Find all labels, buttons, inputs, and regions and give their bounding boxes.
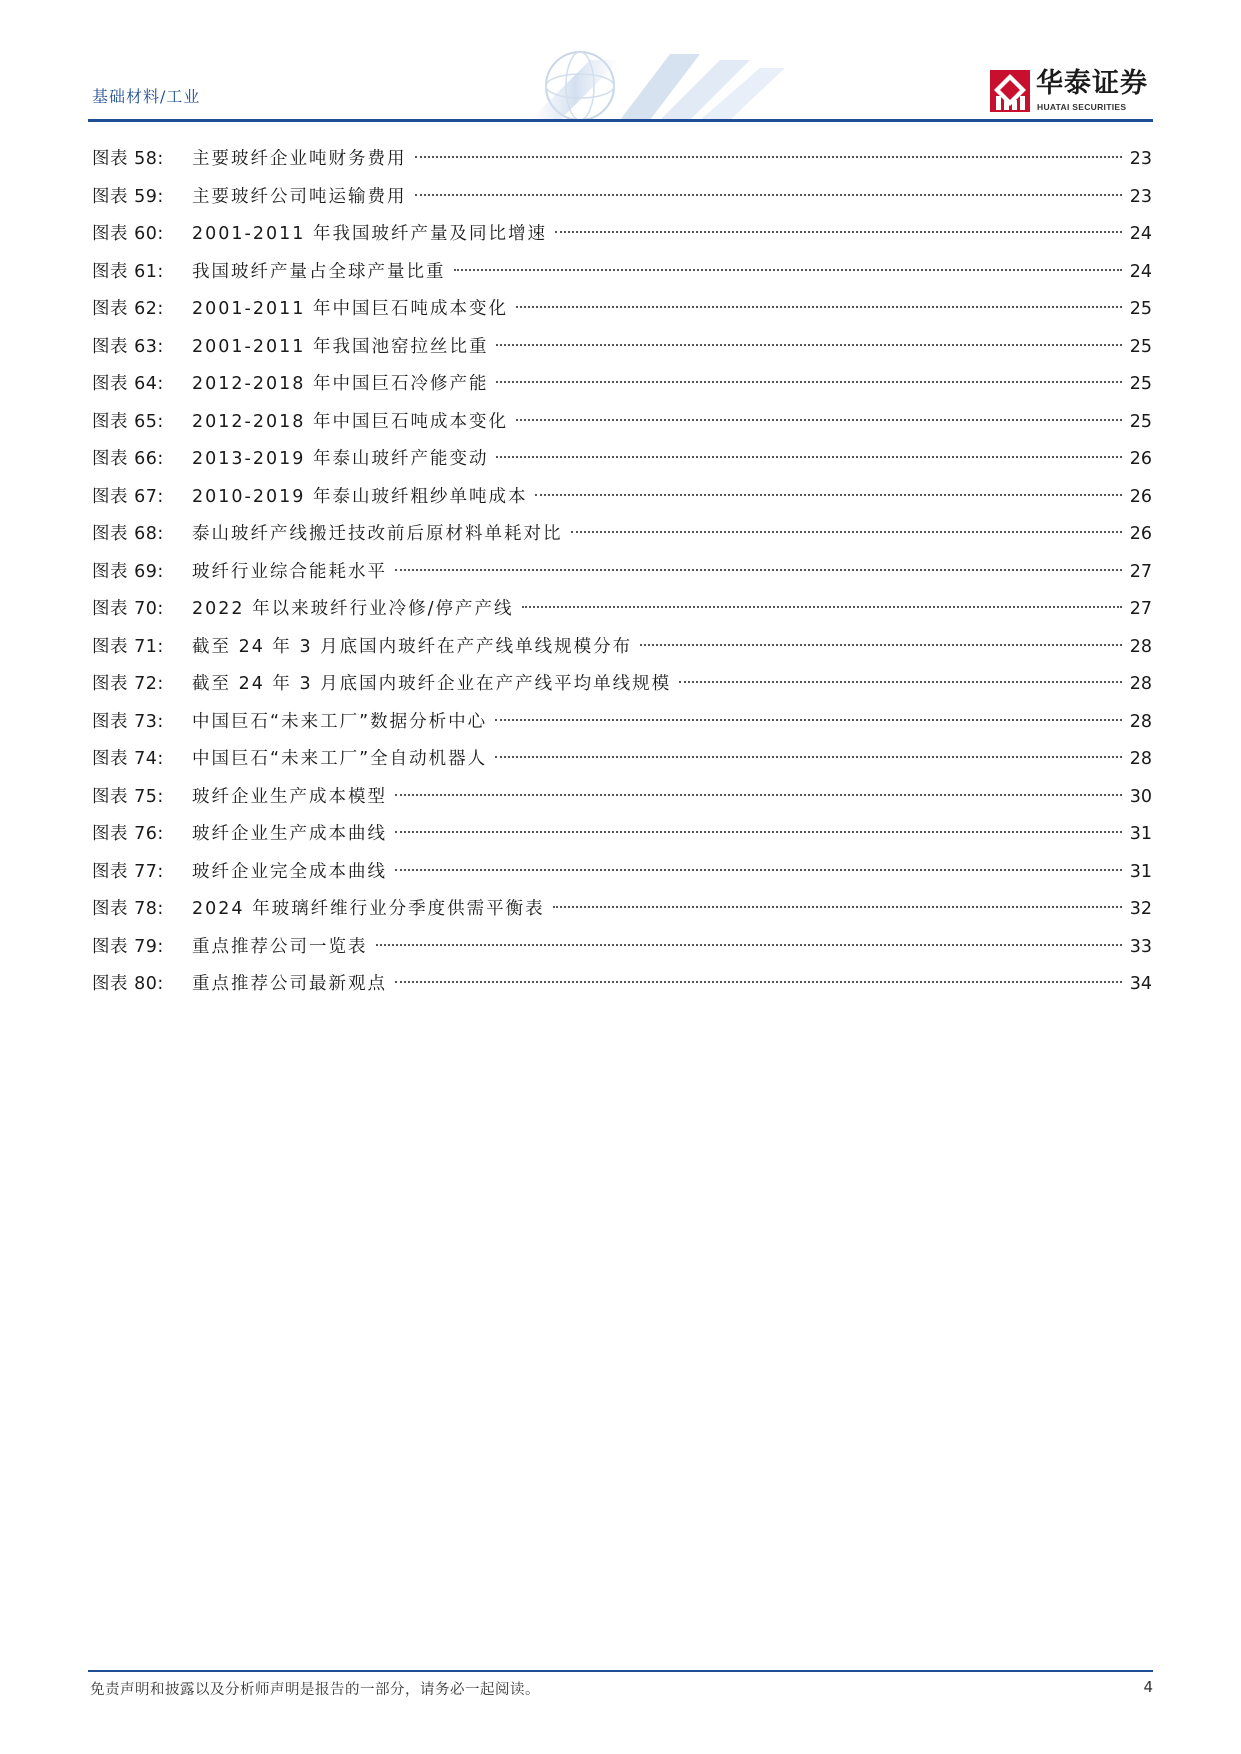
toc-entry-page[interactable]: 25 — [1129, 336, 1152, 357]
toc-entry-label: 图表 59: — [92, 186, 164, 207]
toc-entry[interactable] — [92, 966, 1152, 1004]
toc-entry-title[interactable]: 玻纤企业生产成本曲线 — [192, 816, 391, 854]
toc-dot-leader — [496, 344, 1122, 346]
toc-entry-page[interactable]: 31 — [1129, 824, 1152, 844]
toc-dot-leader — [555, 231, 1122, 233]
toc-entry-label: 图表 64: — [92, 374, 164, 394]
toc-entry-title[interactable]: 重点推荐公司一览表 — [192, 929, 372, 967]
toc-entry[interactable] — [92, 854, 1152, 892]
toc-dot-leader — [535, 494, 1122, 496]
toc-dot-leader — [679, 681, 1122, 683]
toc-entry-title[interactable]: 玻纤行业综合能耗水平 — [192, 554, 391, 592]
toc-entry-label: 图表 77: — [92, 861, 164, 882]
toc-entry-title[interactable]: 2010-2019 年泰山玻纤粗纱单吨成本 — [192, 479, 531, 517]
toc-entry-title[interactable]: 2013-2019 年泰山玻纤产能变动 — [192, 441, 492, 479]
toc-dot-leader — [454, 269, 1123, 271]
toc-entry-page[interactable]: 26 — [1129, 486, 1152, 507]
toc-entry-page[interactable]: 33 — [1129, 936, 1152, 957]
huatai-logo-icon — [990, 70, 1030, 112]
footer-divider — [88, 1670, 1153, 1672]
toc-entry-label: 图表 61: — [92, 261, 164, 282]
toc-entry-page[interactable]: 34 — [1129, 974, 1152, 994]
toc-entry[interactable] — [92, 816, 1152, 854]
toc-entry-title[interactable]: 玻纤企业完全成本曲线 — [192, 854, 391, 892]
toc-entry-title[interactable]: 2012-2018 年中国巨石吨成本变化 — [192, 404, 512, 442]
toc-entry-title[interactable]: 2024 年玻璃纤维行业分季度供需平衡表 — [192, 891, 549, 929]
toc-entry-label: 图表 60: — [92, 224, 164, 244]
toc-entry[interactable] — [92, 404, 1152, 442]
toc-entry[interactable] — [92, 479, 1152, 517]
toc-dot-leader — [495, 719, 1122, 721]
toc-entry-page[interactable]: 23 — [1129, 149, 1152, 169]
header-divider — [88, 119, 1153, 122]
toc-dot-leader — [553, 906, 1122, 908]
toc-dot-leader — [571, 531, 1123, 533]
toc-entry-label: 图表 72: — [92, 674, 164, 694]
toc-entry[interactable] — [92, 441, 1152, 479]
toc-entry[interactable] — [92, 929, 1152, 967]
toc-dot-leader — [376, 944, 1123, 946]
toc-entry[interactable] — [92, 366, 1152, 404]
toc-entry-page[interactable]: 25 — [1129, 299, 1152, 319]
toc-dot-leader — [395, 831, 1122, 833]
toc-dot-leader — [522, 606, 1123, 608]
toc-entry-page[interactable]: 32 — [1129, 899, 1152, 919]
brand-name-en: HUATAI SECURITIES — [1037, 102, 1127, 112]
toc-entry-label: 图表 67: — [92, 486, 164, 507]
toc-dot-leader — [516, 306, 1122, 308]
toc-entry-page[interactable]: 23 — [1129, 186, 1152, 207]
toc-entry[interactable] — [92, 254, 1152, 292]
figure-index-list — [92, 141, 1152, 1004]
toc-entry-label: 图表 80: — [92, 974, 164, 994]
toc-entry-label: 图表 70: — [92, 599, 164, 619]
toc-entry-page[interactable]: 28 — [1129, 674, 1152, 694]
toc-entry-title[interactable]: 重点推荐公司最新观点 — [192, 966, 391, 1004]
toc-entry-title[interactable]: 截至 24 年 3 月底国内玻纤企业在产产线平均单线规模 — [192, 666, 675, 704]
toc-entry-title[interactable]: 2012-2018 年中国巨石冷修产能 — [192, 366, 492, 404]
toc-entry-label: 图表 66: — [92, 449, 164, 469]
page-header — [0, 0, 1241, 125]
toc-entry-label: 图表 76: — [92, 824, 164, 844]
toc-entry-page[interactable]: 31 — [1129, 861, 1152, 882]
toc-entry-page[interactable]: 28 — [1129, 711, 1152, 732]
toc-entry-label: 图表 74: — [92, 749, 164, 769]
toc-entry-label: 图表 69: — [92, 561, 164, 582]
toc-entry-title[interactable]: 中国巨石“未来工厂”数据分析中心 — [192, 704, 491, 742]
toc-entry-page[interactable]: 25 — [1129, 374, 1152, 394]
toc-entry-page[interactable]: 27 — [1129, 561, 1152, 582]
toc-dot-leader — [516, 419, 1122, 421]
toc-entry[interactable] — [92, 741, 1152, 779]
toc-entry-label: 图表 63: — [92, 336, 164, 357]
toc-entry-label: 图表 73: — [92, 711, 164, 732]
toc-entry-label: 图表 79: — [92, 936, 164, 957]
toc-entry-page[interactable]: 26 — [1129, 524, 1152, 544]
toc-entry[interactable] — [92, 179, 1152, 217]
toc-entry[interactable] — [92, 291, 1152, 329]
toc-dot-leader — [415, 194, 1123, 196]
toc-entry-label: 图表 75: — [92, 786, 164, 807]
toc-entry-label: 图表 58: — [92, 149, 164, 169]
toc-entry-title[interactable]: 泰山玻纤产线搬迁技改前后原材料单耗对比 — [192, 516, 567, 554]
toc-entry[interactable] — [92, 141, 1152, 179]
toc-entry-title[interactable]: 主要玻纤公司吨运输费用 — [192, 179, 411, 217]
toc-dot-leader — [496, 381, 1122, 383]
toc-dot-leader — [415, 156, 1123, 158]
toc-entry-title[interactable]: 我国玻纤产量占全球产量比重 — [192, 254, 450, 292]
toc-entry-label: 图表 62: — [92, 299, 164, 319]
footer-disclaimer: 免责声明和披露以及分析师声明是报告的一部分，请务必一起阅读。 — [90, 1682, 540, 1698]
toc-entry-title[interactable]: 中国巨石“未来工厂”全自动机器人 — [192, 741, 491, 779]
toc-dot-leader — [395, 569, 1122, 571]
toc-entry-title[interactable]: 主要玻纤企业吨财务费用 — [192, 141, 411, 179]
toc-entry-title[interactable]: 截至 24 年 3 月底国内玻纤在产产线单线规模分布 — [192, 629, 636, 667]
toc-entry-page[interactable]: 30 — [1129, 786, 1152, 807]
toc-entry[interactable] — [92, 704, 1152, 742]
toc-dot-leader — [395, 794, 1122, 796]
header-globe-decoration — [470, 40, 810, 122]
toc-entry-title[interactable]: 2001-2011 年中国巨石吨成本变化 — [192, 291, 512, 329]
toc-entry[interactable] — [92, 629, 1152, 667]
toc-entry[interactable] — [92, 779, 1152, 817]
brand-name: 华泰证券 — [1036, 68, 1148, 99]
toc-entry-label: 图表 68: — [92, 524, 164, 544]
toc-entry[interactable] — [92, 554, 1152, 592]
toc-entry-page[interactable]: 26 — [1129, 449, 1152, 469]
toc-entry-page[interactable]: 28 — [1129, 636, 1152, 657]
toc-dot-leader — [640, 644, 1122, 646]
toc-entry-page[interactable]: 28 — [1129, 749, 1152, 769]
toc-entry[interactable] — [92, 591, 1152, 629]
toc-entry[interactable] — [92, 516, 1152, 554]
toc-entry-label: 图表 71: — [92, 636, 164, 657]
toc-dot-leader — [395, 869, 1122, 871]
toc-entry[interactable] — [92, 216, 1152, 254]
toc-dot-leader — [495, 756, 1122, 758]
toc-entry-title[interactable]: 2022 年以来玻纤行业冷修/停产产线 — [192, 591, 518, 629]
toc-entry-label: 图表 78: — [92, 899, 164, 919]
toc-entry-page[interactable]: 24 — [1129, 224, 1152, 244]
toc-entry[interactable] — [92, 666, 1152, 704]
toc-entry-title[interactable]: 2001-2011 年我国玻纤产量及同比增速 — [192, 216, 551, 254]
toc-entry-title[interactable]: 2001-2011 年我国池窑拉丝比重 — [192, 329, 492, 367]
toc-dot-leader — [496, 456, 1122, 458]
section-title: 基础材料/工业 — [92, 87, 201, 106]
toc-entry-label: 图表 65: — [92, 411, 164, 432]
toc-entry-page[interactable]: 24 — [1129, 261, 1152, 282]
toc-entry-title[interactable]: 玻纤企业生产成本模型 — [192, 779, 391, 817]
toc-dot-leader — [395, 981, 1122, 983]
toc-entry[interactable] — [92, 329, 1152, 367]
toc-entry[interactable] — [92, 891, 1152, 929]
huatai-logo — [990, 68, 1155, 116]
toc-entry-page[interactable]: 25 — [1129, 411, 1152, 432]
page-number: 4 — [1143, 1678, 1153, 1696]
toc-entry-page[interactable]: 27 — [1129, 599, 1152, 619]
